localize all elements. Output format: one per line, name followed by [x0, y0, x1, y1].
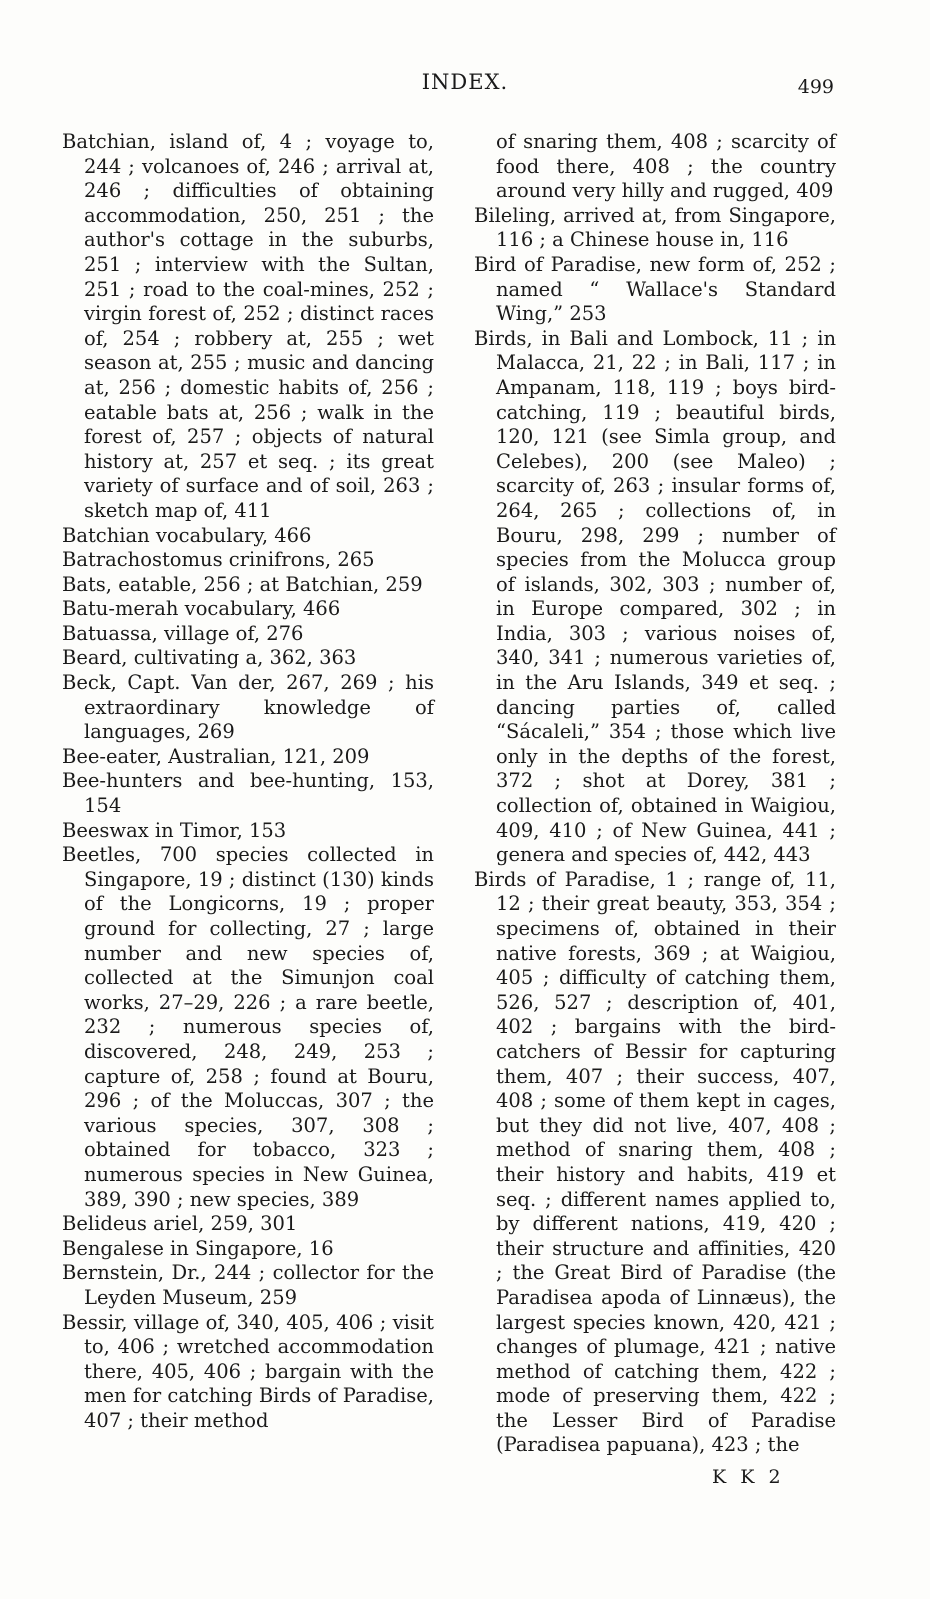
index-entry: Bird of Paradise, new form of, 252 ; named “ Wallace's Standard Wing,” 253: [474, 252, 836, 326]
index-entry: Bee-hunters and bee-hunting, 153, 154: [62, 769, 434, 818]
index-entry: Bee-eater, Australian, 121, 209: [62, 744, 370, 768]
index-entry-continuation: of snaring them, 408 ; scarcity of food there, 408 ; the country around very hilly and rugged, 409: [496, 130, 836, 203]
index-entry: Batchian vocabulary, 466: [62, 523, 312, 547]
index-entry: Batu-merah vocabulary, 466: [62, 597, 341, 621]
index-entry: Belideus ariel, 259, 301: [62, 1212, 298, 1236]
right-column: [474, 130, 836, 1458]
page-number: 499: [797, 76, 834, 98]
index-entry: Birds of Paradise, 1 ; range of, 11, 12 ; their great beauty, 353, 354 ; specimens of, obtained in their native forests, 369 ; at Waigiou, 405 ; difficulty of catching them, 526, 527 ; description of, 401, 402 ; bargains with the bird-catchers of Bessir for capturing them, 407 ; their success, 407, 408 ; some of them kept in cages, but they did not live, 407, 408 ; method of snaring them, 408 ; their history and habits, 419 et seq. ; different names applied to, by different nations, 419, 420 ; their structure and affinities, 420 ; the Great Bird of Paradise (the Paradisea apoda of Linnæus), the largest species known, 420, 421 ; changes of plumage, 421 ; native method of catching them, 422 ; mode of preserving them, 422 ; the Lesser Bird of Paradise (Paradisea papuana), 423 ; the: [474, 867, 836, 1457]
index-entry: Bats, eatable, 256 ; at Batchian, 259: [62, 572, 423, 596]
index-entry: Beck, Capt. Van der, 267, 269 ; his extraordinary knowledge of languages, 269: [62, 671, 434, 744]
index-entry: Beetles, 700 species collected in Singapore, 19 ; distinct (130) kinds of the Longicorns, 19 ; proper ground for collecting, 27 ; large number and new species of, collected at the Simunjon coal works, 27–29, 226 ; a rare beetle, 232 ; numerous species of, discovered, 248, 249, 253 ; capture of, 258 ; found at Bouru, 296 ; of the Moluccas, 307 ; the various species, 307, 308 ; obtained for tobacco, 323 ; numerous species in New Guinea, 389, 390 ; new species, 389: [62, 843, 434, 1211]
running-title: INDEX.: [421, 70, 509, 94]
index-entry: Bessir, village of, 340, 405, 406 ; visit to, 406 ; wretched accommodation there, 405, 406 ; bargain with the men for catching Birds of Paradise, 407 ; their method: [62, 1310, 434, 1432]
index-entry: Birds, in Bali and Lombock, 11 ; in Malacca, 21, 22 ; in Bali, 117 ; in Ampanam, 118, 119 ; boys bird-catching, 119 ; beautiful birds, 120, 121 (see Simla group, and Celebes), 200 (see Maleo) ; scarcity of, 263 ; insular forms of, 264, 265 ; collections of, in Bouru, 298, 299 ; number of species from the Molucca group of islands, 302, 303 ; number of, in Europe compared, 302 ; in India, 303 ; various noises of, 340, 341 ; numerous varieties of, in the Aru Islands, 349 et seq. ; dancing parties of, called “Sácaleli,” 354 ; those which live only in the depths of the forest, 372 ; shot at Dorey, 381 ; collection of, obtained in Waigiou, 409, 410 ; of New Guinea, 441 ; genera and species of, 442, 443: [474, 326, 836, 867]
index-entry: Bengalese in Singapore, 16: [62, 1236, 334, 1260]
left-column: [62, 130, 434, 1433]
index-entry: Batrachostomus crinifrons, 265: [62, 548, 375, 572]
index-entry: Bileling, arrived at, from Singapore, 116 ; a Chinese house in, 116: [474, 203, 836, 252]
index-entry: Beard, cultivating a, 362, 363: [62, 646, 357, 670]
index-entry: Bernstein, Dr., 244 ; collector for the Leyden Museum, 259: [62, 1261, 434, 1309]
index-entry: Batchian, island of, 4 ; voyage to, 244 ; volcanoes of, 246 ; arrival at, 246 ; difficulties of obtaining accommodation, 250, 251 ; the author's cottage in the suburbs, 251 ; interview with the Sultan, 251 ; road to the coal-mines, 252 ; virgin forest of, 252 ; distinct races of, 254 ; robbery at, 255 ; wet season at, 255 ; music and dancing at, 256 ; domestic habits of, 256 ; eatable bats at, 256 ; walk in the forest of, 257 ; objects of natural history at, 257 et seq. ; its great variety of surface and of soil, 263 ; sketch map of, 411: [62, 130, 434, 522]
index-entry: Batuassa, village of, 276: [62, 621, 304, 645]
signature-mark: K K 2: [712, 1466, 785, 1488]
index-entry: Beeswax in Timor, 153: [62, 818, 287, 842]
page-header: [0, 68, 930, 108]
